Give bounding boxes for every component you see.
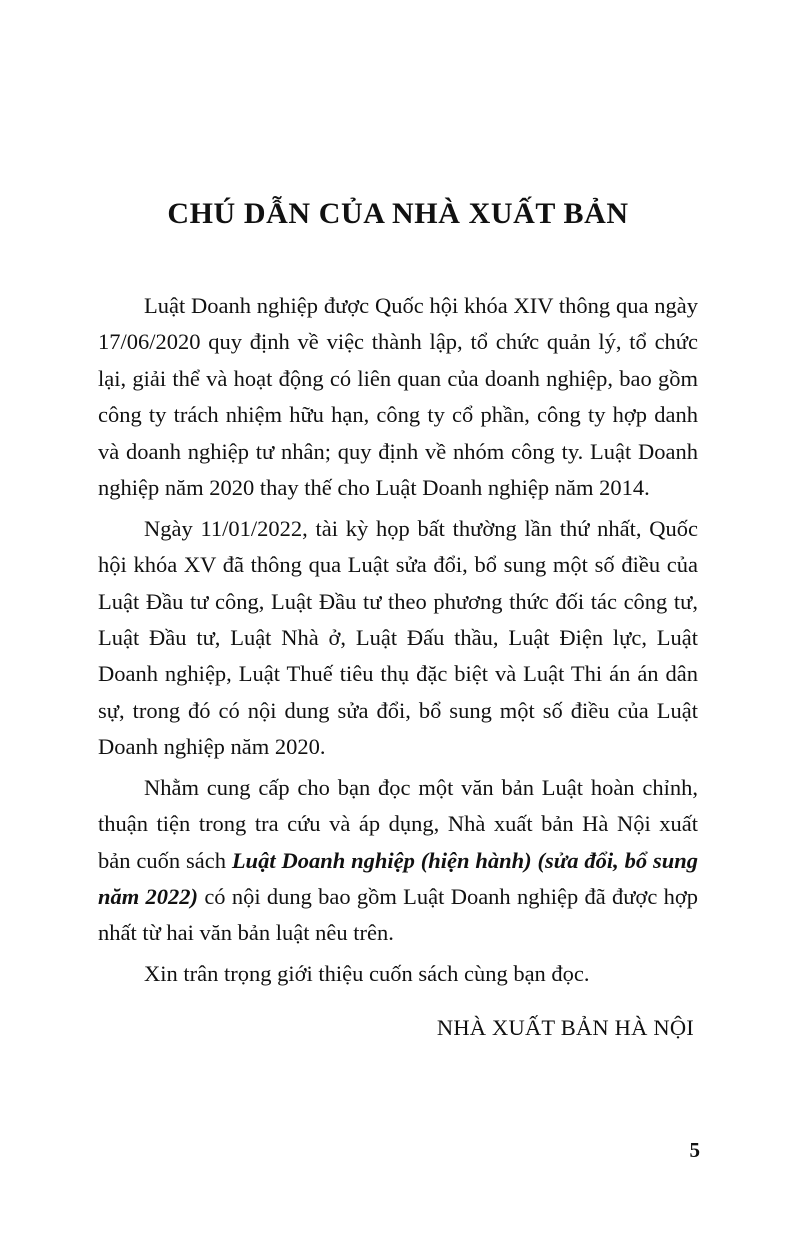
closing-paragraph: Xin trân trọng giới thiệu cuốn sách cùng bạn đọc. [144,960,590,986]
body-paragraph-3 [98,770,698,952]
page-number: 5 [689,1138,700,1162]
body-paragraph-1: Luật Doanh nghiệp được Quốc hội khóa XIV thông qua ngày 17/06/2020 quy định về việc thành lập, tổ chức quản lý, tổ chức lại, giải thể và hoạt động có liên quan của doanh nghiệp, bao gồm công ty trách nhiệm hữu hạn, công ty cổ phần, công ty hợp danh và doanh nghiệp tư nhân; quy định về nhóm công ty. Luật Doanh nghiệp năm 2020 thay thế cho Luật Doanh nghiệp năm 2014. [98,293,698,501]
paragraph-3-after: có nội dung bao gồm Luật Doanh nghiệp đã được hợp nhất từ hai văn bản luật nêu trên. [98,884,698,946]
page-content [98,196,698,1069]
page-title: CHÚ DẪN CỦA NHÀ XUẤT BẢN [167,197,629,230]
body-paragraph-2: Ngày 11/01/2022, tài kỳ họp bất thường lần thứ nhất, Quốc hội khóa XV đã thông qua Luật sửa đổi, bổ sung một số điều của Luật Đầu tư công, Luật Đầu tư theo phương thức đối tác công tư, Luật Đầu tư, Luật Nhà ở, Luật Đấu thầu, Luật Điện lực, Luật Doanh nghiệp, Luật Thuế tiêu thụ đặc biệt và Luật Thi án án dân sự, trong đó có nội dung sửa đổi, bổ sung một số điều của Luật Doanh nghiệp năm 2020. [98,515,698,760]
paragraph-3-before: Nhằm cung cấp cho bạn đọc một văn bản Luật hoàn chỉnh, thuận tiện trong tra cứu và áp dụng, Nhà xuất bản Hà Nội xuất bản cuốn sách [98,774,698,873]
book-title-emphasis: Luật Doanh nghiệp (hiện hành) (sửa đổi, bổ sung năm 2022) [98,847,698,909]
publisher-signature: NHÀ XUẤT BẢN HÀ NỘI [436,1015,694,1041]
